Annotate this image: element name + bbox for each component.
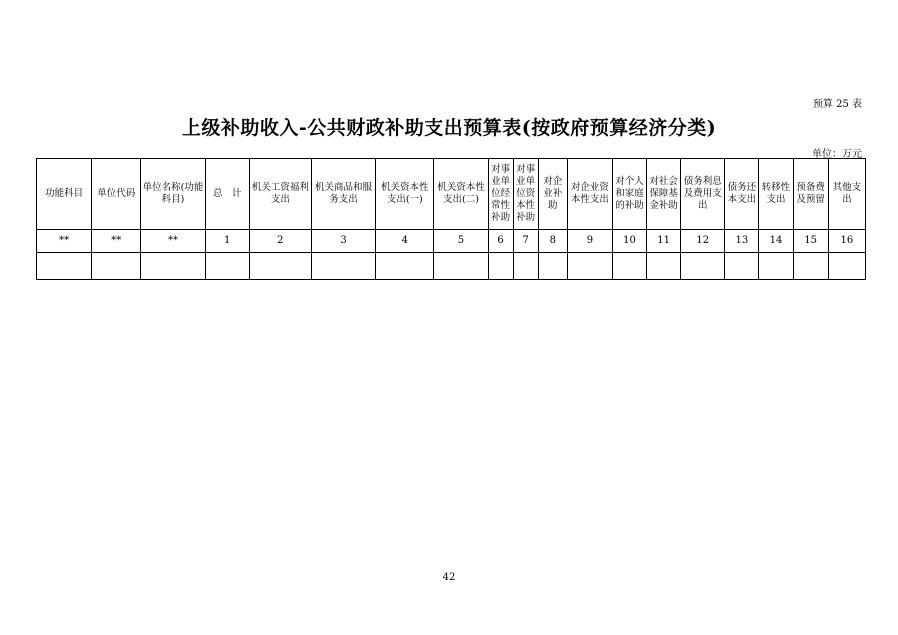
data-cell bbox=[205, 253, 249, 280]
header-cell: 总 计 bbox=[205, 159, 249, 230]
header-cell: 机关资本性支出(二) bbox=[434, 159, 488, 230]
header-cell: 功能科目 bbox=[37, 159, 92, 230]
header-cell: 转移性支出 bbox=[759, 159, 793, 230]
data-cell bbox=[92, 253, 141, 280]
unit-label: 单位：万元 bbox=[812, 149, 862, 160]
index-cell: 2 bbox=[249, 230, 311, 253]
table-row bbox=[37, 253, 866, 280]
header-cell: 预备费及预留 bbox=[793, 159, 828, 230]
index-cell: 11 bbox=[647, 230, 681, 253]
header-cell: 机关资本性支出(一) bbox=[376, 159, 434, 230]
header-row bbox=[37, 159, 866, 230]
index-cell: 4 bbox=[376, 230, 434, 253]
index-cell: 15 bbox=[793, 230, 828, 253]
header-cell: 对社会保障基金补助 bbox=[647, 159, 681, 230]
index-cell: 8 bbox=[538, 230, 567, 253]
header-cell: 对个人和家庭的补助 bbox=[612, 159, 646, 230]
header-cell: 单位代码 bbox=[92, 159, 141, 230]
data-cell bbox=[311, 253, 375, 280]
index-cell: ** bbox=[141, 230, 205, 253]
page-title: 上级补助收入-公共财政补助支出预算表(按政府预算经济分类) bbox=[181, 117, 717, 139]
data-cell bbox=[612, 253, 646, 280]
table-code: 预算 25 表 bbox=[812, 99, 862, 110]
index-cell: 12 bbox=[681, 230, 725, 253]
page-number: 42 bbox=[442, 572, 456, 583]
data-cell bbox=[567, 253, 612, 280]
index-cell: 13 bbox=[725, 230, 759, 253]
header-cell: 其他支出 bbox=[828, 159, 865, 230]
header-cell: 对事业单位资本性补助 bbox=[513, 159, 538, 230]
index-cell: 10 bbox=[612, 230, 646, 253]
header-cell: 对企业补助 bbox=[538, 159, 567, 230]
index-cell: 6 bbox=[488, 230, 513, 253]
index-cell: 5 bbox=[434, 230, 488, 253]
data-cell bbox=[759, 253, 793, 280]
index-cell: 14 bbox=[759, 230, 793, 253]
index-cell: 16 bbox=[828, 230, 865, 253]
data-cell bbox=[647, 253, 681, 280]
header-cell: 单位名称(功能科目) bbox=[141, 159, 205, 230]
data-cell bbox=[828, 253, 865, 280]
index-cell: 3 bbox=[311, 230, 375, 253]
index-cell: ** bbox=[37, 230, 92, 253]
header-cell: 机关商品和服务支出 bbox=[311, 159, 375, 230]
index-cell: 1 bbox=[205, 230, 249, 253]
data-cell bbox=[538, 253, 567, 280]
data-cell bbox=[488, 253, 513, 280]
index-cell: 9 bbox=[567, 230, 612, 253]
data-cell bbox=[513, 253, 538, 280]
data-cell bbox=[681, 253, 725, 280]
data-cell bbox=[37, 253, 92, 280]
column-index-row bbox=[37, 230, 866, 253]
data-cell bbox=[141, 253, 205, 280]
index-cell: 7 bbox=[513, 230, 538, 253]
header-cell: 对企业资本性支出 bbox=[567, 159, 612, 230]
header-cell: 对事业单位经常性补助 bbox=[488, 159, 513, 230]
budget-table bbox=[36, 158, 866, 280]
data-cell bbox=[725, 253, 759, 280]
data-cell bbox=[376, 253, 434, 280]
header-cell: 机关工资福利支出 bbox=[249, 159, 311, 230]
data-cell bbox=[434, 253, 488, 280]
data-cell bbox=[249, 253, 311, 280]
data-cell bbox=[793, 253, 828, 280]
index-cell: ** bbox=[92, 230, 141, 253]
header-cell: 债务利息及费用支出 bbox=[681, 159, 725, 230]
header-cell: 债务还本支出 bbox=[725, 159, 759, 230]
